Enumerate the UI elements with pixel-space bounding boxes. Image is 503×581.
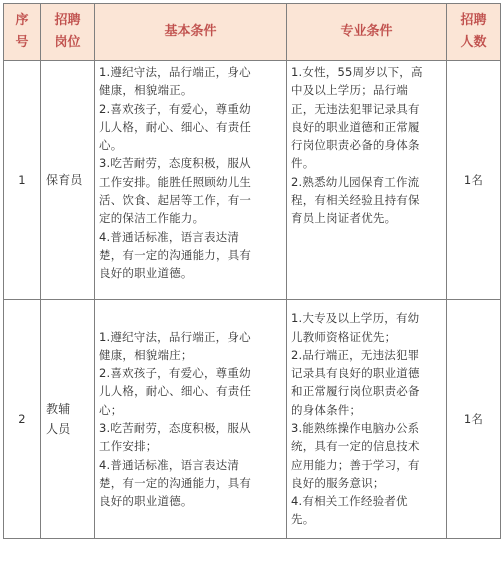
recruitment-table	[3, 3, 501, 539]
professional-requirements: 1.大专及以上学历，有幼 儿教师资格证优先； 2.品行端正，无违法犯罪 记录具有良好的职业道德 和正常履行岗位职责必备 的身体条件； 3.能熟练操作电脑办公系 统，具有一定的信息技术 应用能力；善于学习，有 良好的服务意识； 4.有相关工作经验者优 先。	[287, 300, 447, 539]
row-number: 2	[4, 300, 41, 539]
hire-count: 1名	[447, 300, 501, 539]
table-row	[4, 61, 501, 300]
position-name: 保育员	[41, 61, 95, 300]
header-row	[4, 4, 501, 61]
basic-requirements: 1.遵纪守法，品行端正，身心 健康，相貌端正。 2.喜欢孩子，有爱心，尊重幼 儿人格，耐心、细心、有责任 心。 3.吃苦耐劳，态度积极，服从 工作安排。能胜任照顾幼儿生 活、饮食、起居等工作，有一 定的保洁工作能力。 4.普通话标准，语言表达清 楚，有一定的沟通能力，具有 良好的职业道德。	[95, 61, 287, 300]
header-professional-requirements: 专业条件	[287, 4, 447, 61]
header-position: 招聘 岗位	[41, 4, 95, 61]
header-count: 招聘 人数	[447, 4, 501, 61]
professional-requirements: 1.女性，55周岁以下，高 中及以上学历；品行端 正，无违法犯罪记录具有 良好的职业道德和正常履 行岗位职责必备的身体条 件。 2.熟悉幼儿园保育工作流 程，有相关经验且持有保 育员上岗证者优先。	[287, 61, 447, 300]
basic-requirements: 1.遵纪守法，品行端正，身心 健康，相貌端庄； 2.喜欢孩子，有爱心，尊重幼 儿人格，耐心、细心、有责任 心； 3.吃苦耐劳，态度积极，服从 工作安排； 4.普通话标准，语言表达清 楚，有一定的沟通能力，具有 良好的职业道德。	[95, 300, 287, 539]
header-basic-requirements: 基本条件	[95, 4, 287, 61]
row-number: 1	[4, 61, 41, 300]
position-name: 教辅 人员	[41, 300, 95, 539]
header-no: 序 号	[4, 4, 41, 61]
hire-count: 1名	[447, 61, 501, 300]
table-row	[4, 300, 501, 539]
